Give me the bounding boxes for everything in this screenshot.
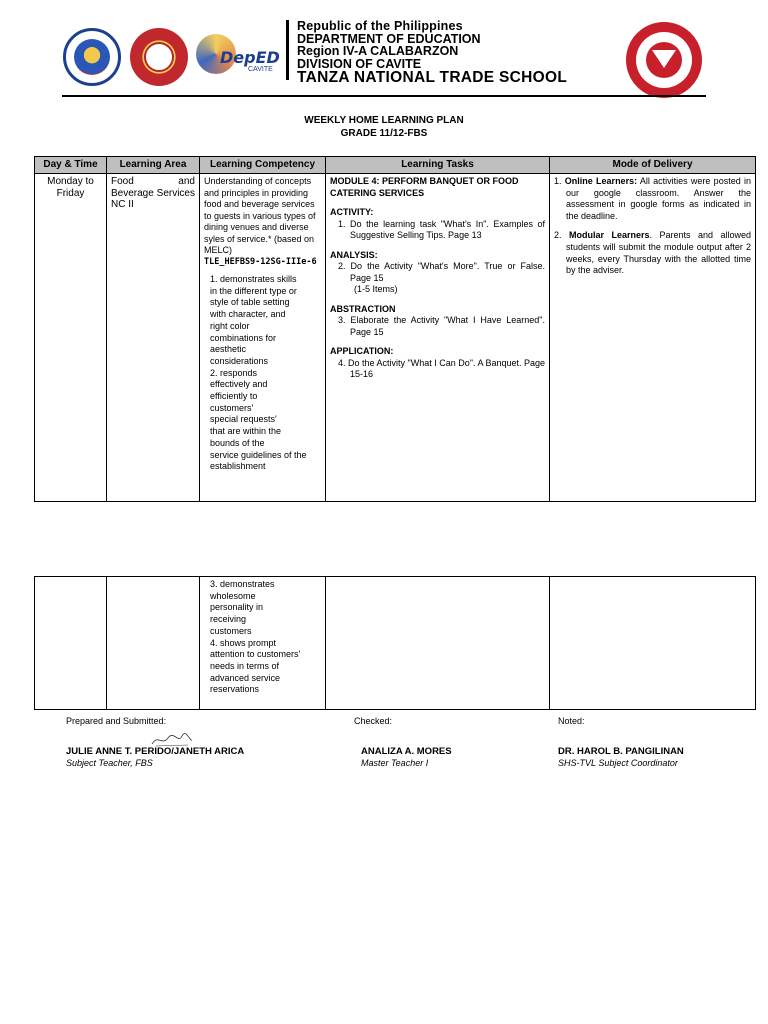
- header-learning-tasks: Learning Tasks: [326, 157, 550, 174]
- learning-area-cell: Food and Beverage Services NC II: [107, 174, 200, 502]
- learning-plan-table-continued: [34, 576, 756, 710]
- online-learners-item: 1. Online Learners: All activities were posted in our google classroom. Answer the assessment in google forms as indicated in the deadline.: [554, 176, 751, 221]
- competency-intro: Understanding of concepts and principles in providing food and beverage services to guests in various types of dining venues and diverse syles of service.* (based on MELC): [204, 176, 316, 255]
- deped-logo-subtext: CAVITE: [248, 66, 273, 73]
- deped-cavite-logo: [194, 30, 280, 82]
- abstraction-task: 3. Elaborate the Activity "What I Have Learned". Page 15: [338, 315, 545, 337]
- header-learning-competency: Learning Competency: [200, 157, 326, 174]
- competency-items: 1. demonstrates skills in the different type or style of table setting with character, and right color combinations for aesthetic considerations 2. responds effectively and efficiently to customers' special requests' that are within the bounds of the service guidelines of the establishment: [210, 274, 307, 472]
- letterhead-text: [297, 20, 567, 86]
- prepared-name: JULIE ANNE T. PERIDO/JANETH ARICA: [66, 746, 245, 757]
- analysis-heading: ANALYSIS:: [330, 249, 378, 260]
- checked-name: ANALIZA A. MORES: [361, 746, 452, 757]
- noted-role: SHS-TVL Subject Coordinator: [558, 758, 678, 768]
- learning-tasks-cell: [326, 174, 550, 502]
- letterhead: [0, 0, 768, 100]
- checked-label: Checked:: [354, 716, 393, 726]
- header-learning-area: Learning Area: [107, 157, 200, 174]
- header-rule: [62, 95, 706, 97]
- table-row: [35, 174, 756, 502]
- document-title: [0, 115, 768, 140]
- republic-line: Republic of the Philippines: [297, 19, 463, 33]
- day-time-cell: Monday to Friday: [35, 174, 107, 502]
- prepared-label: Prepared and Submitted:: [66, 716, 167, 726]
- region-seal-logo: [130, 28, 188, 86]
- school-seal-logo: [626, 22, 702, 98]
- school-name: TANZA NATIONAL TRADE SCHOOL: [297, 69, 568, 86]
- online-learners-label: Online Learners:: [564, 176, 638, 186]
- competency-code: TLE_HEFBS9-12SG-IIIe-6: [204, 256, 317, 267]
- department-line: DEPARTMENT OF EDUCATION: [297, 31, 481, 46]
- activity-heading: ACTIVITY:: [330, 207, 374, 217]
- division-line: DIVISION OF CAVITE: [297, 56, 422, 71]
- online-learners-text: All activities were posted in our google classroom. Answer the assessment in google forms as indicated in the deadline.: [566, 176, 751, 221]
- learning-competency-cell: [200, 174, 326, 502]
- abstraction-heading: ABSTRACTION: [330, 303, 396, 314]
- module-title: MODULE 4: PERFORM BANQUET OR FOOD CATERING SERVICES: [330, 176, 519, 198]
- noted-name: DR. HAROL B. PANGILINAN: [558, 746, 684, 757]
- header-mode-of-delivery: Mode of Delivery: [550, 157, 756, 174]
- application-heading: APPLICATION:: [330, 346, 394, 356]
- day-time-cell-empty: [35, 577, 107, 710]
- header-divider: [286, 20, 289, 80]
- competency-items-continued: 3. demonstrates wholesome personality in receiving customers 4. shows prompt attention to customers' needs in terms of advanced service reservations: [210, 579, 301, 695]
- learning-tasks-cell-empty: [326, 577, 550, 710]
- modular-learners-label: Modular Learners: [569, 230, 650, 241]
- region-line: Region IV-A CALABARZON: [297, 44, 459, 58]
- modular-learners-text: . Parents and allowed students will submit the module output after 2 weeks, every Thursday with the allotted time by the adviser.: [566, 230, 751, 276]
- table-header-row: [35, 157, 756, 174]
- table-row: [35, 577, 756, 710]
- analysis-task: 2. Do the Activity "What's More". True or False. Page 15: [338, 261, 545, 283]
- prepared-role: Subject Teacher, FBS: [66, 758, 153, 768]
- checked-role: Master Teacher I: [361, 758, 429, 768]
- application-task: 4. Do the Activity "What I Can Do". A Banquet. Page 15-16: [338, 357, 546, 379]
- learning-plan-table: [34, 156, 756, 502]
- plan-title: WEEKLY HOME LEARNING PLAN: [304, 115, 464, 126]
- grade-title: GRADE 11/12-FBS: [340, 127, 428, 139]
- mode-of-delivery-cell-empty: [550, 577, 756, 710]
- modular-learners-item: 2. Modular Learners. Parents and allowed students will submit the module output after 2 weeks, every Thursday with the allotted time by the adviser.: [554, 230, 751, 276]
- deped-logo-text: DepED: [220, 48, 280, 67]
- mode-of-delivery-cell: [550, 174, 756, 502]
- analysis-task-note: (1-5 Items): [354, 284, 398, 294]
- header-day-time: Day & Time: [35, 157, 107, 174]
- deped-seal-logo: [63, 28, 121, 86]
- noted-label: Noted:: [558, 716, 585, 726]
- learning-area-cell-empty: [107, 577, 200, 710]
- learning-competency-cell-continued: [200, 577, 326, 710]
- activity-task: 1. Do the learning task "What's In". Examples of Suggestive Selling Tips. Page 13: [338, 218, 545, 240]
